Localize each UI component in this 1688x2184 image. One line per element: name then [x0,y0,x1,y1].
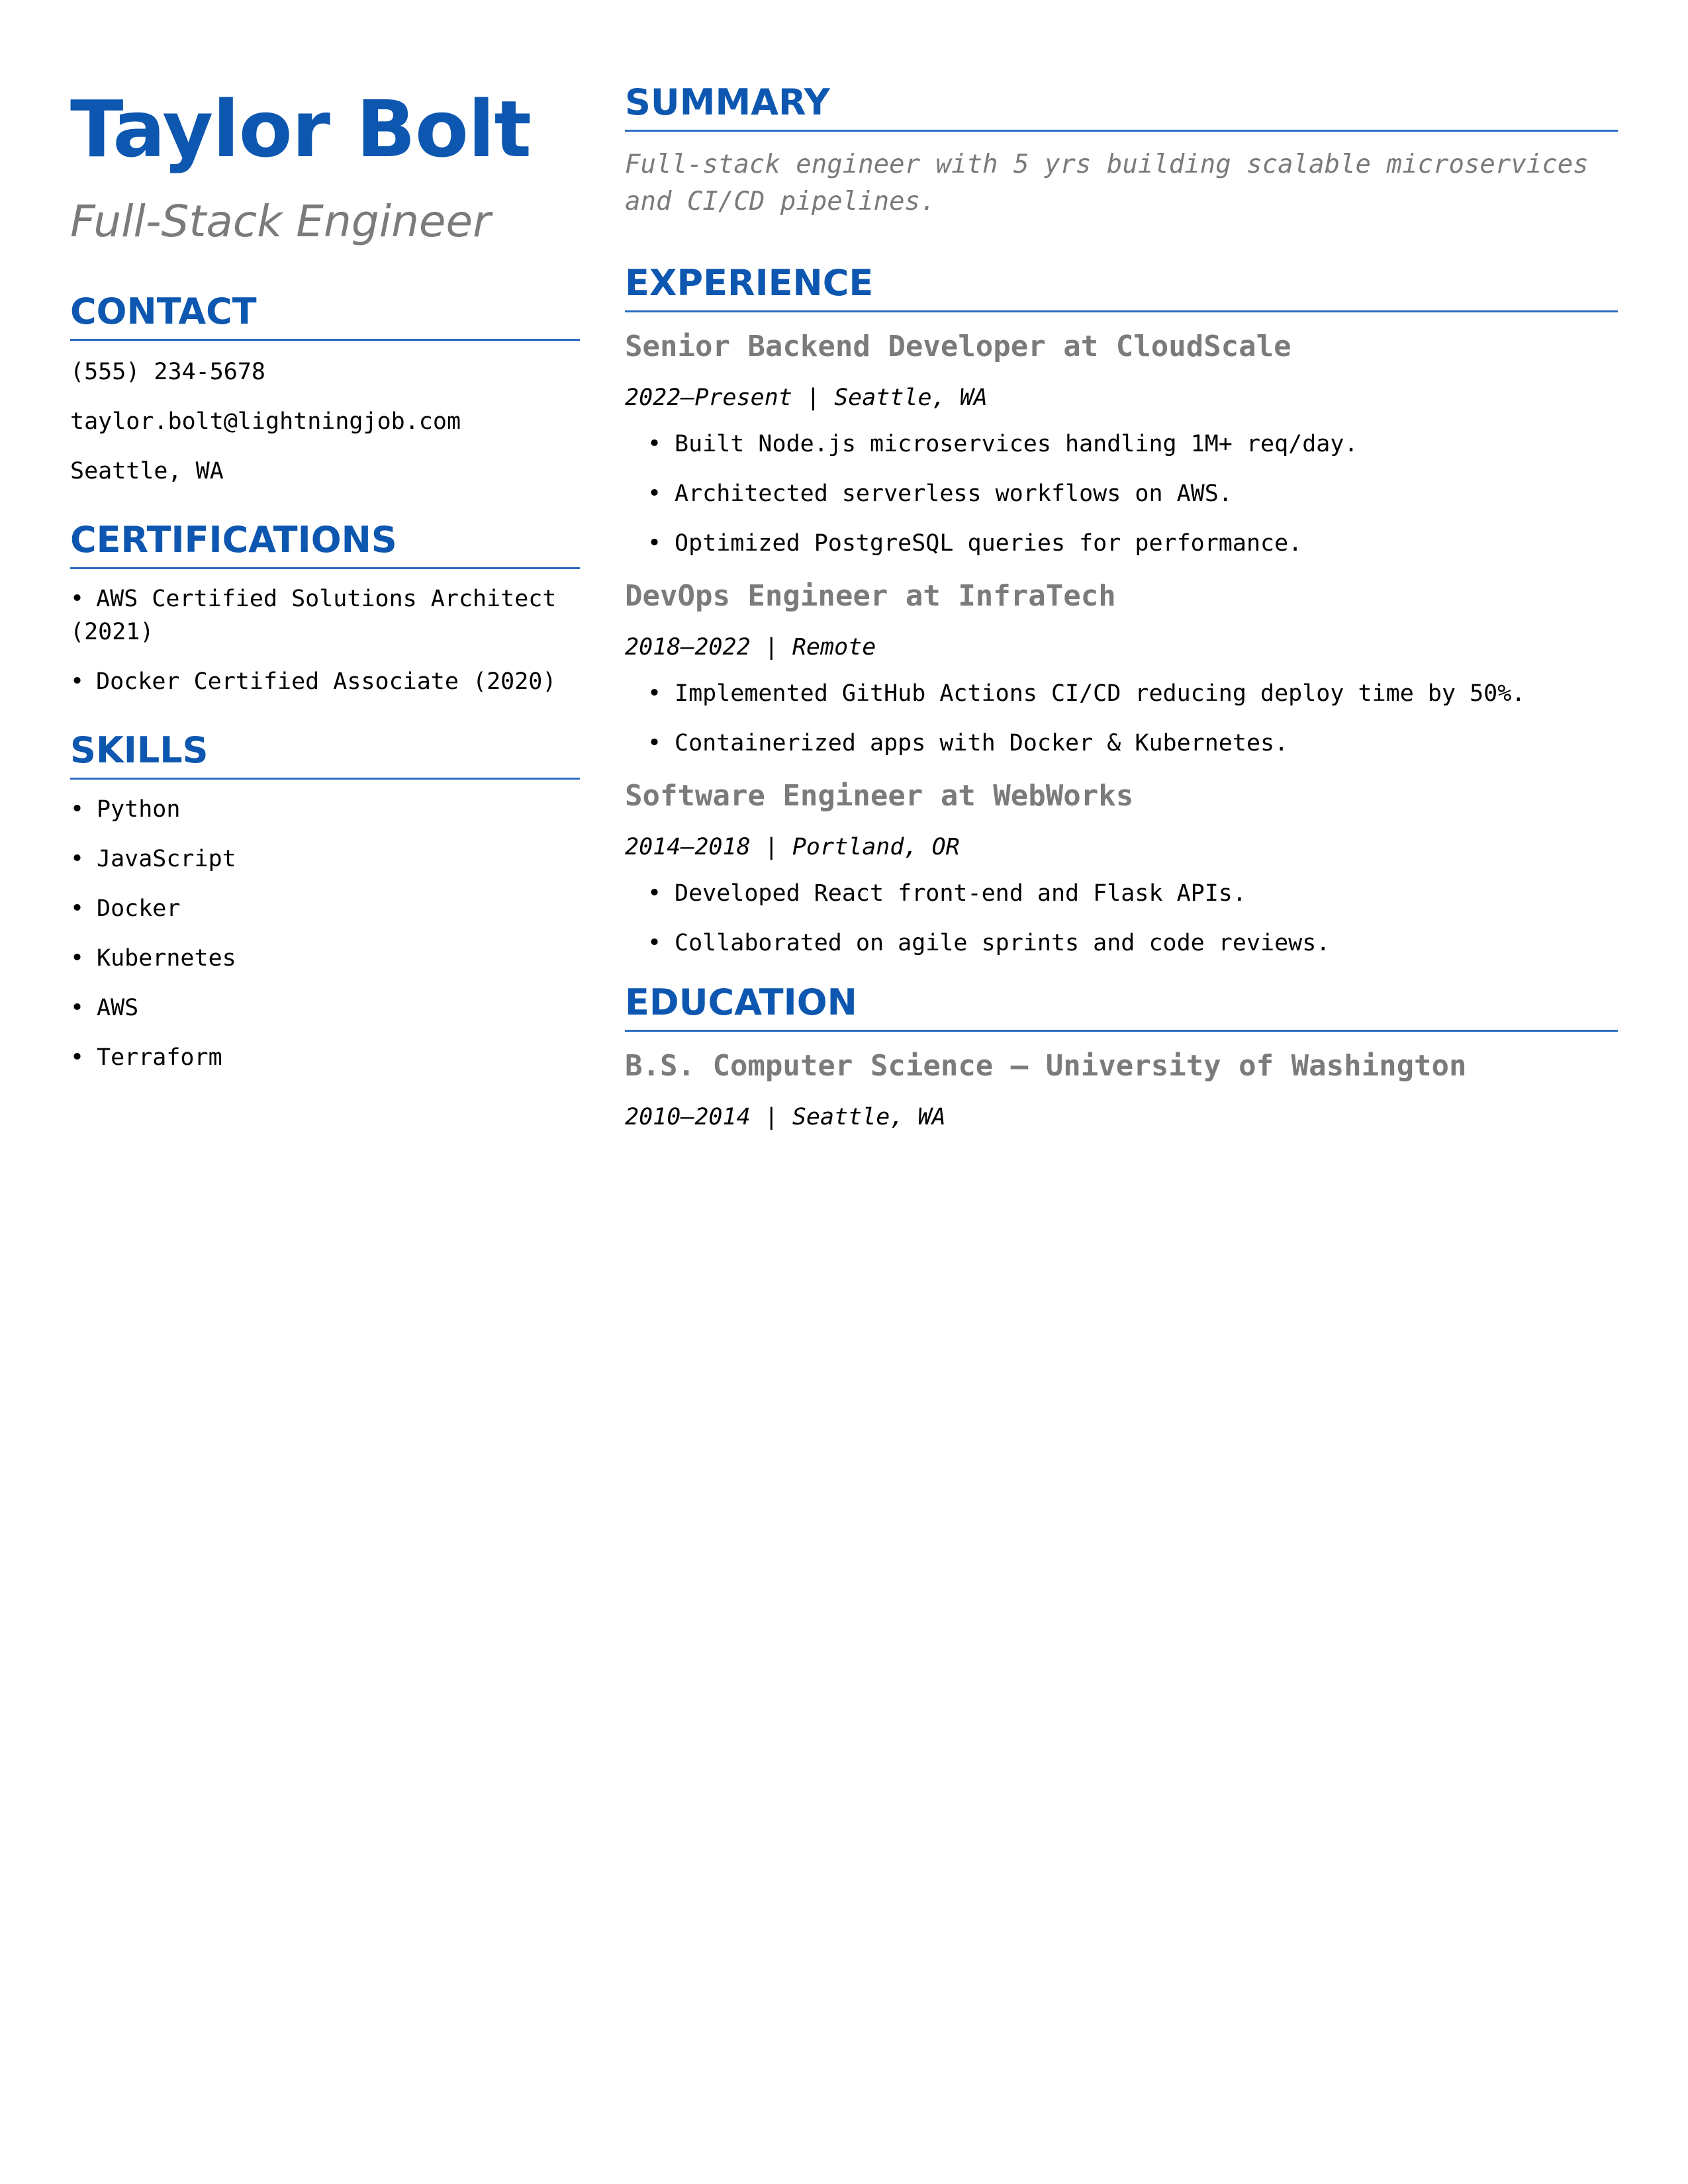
job-bullets [625,428,1618,560]
job-bullet: • Built Node.js microservices handling 1M+ req/day. [625,428,1618,461]
skill-item: • Kubernetes [70,942,580,975]
job-meta: 2018–2022 | Remote [625,634,876,660]
job-role: Senior Backend Developer at CloudScale [625,330,1291,363]
candidate-title: Full-Stack Engineer [70,196,491,247]
job-entry [625,576,1618,760]
job-bullets [625,677,1618,760]
education-degree: B.S. Computer Science – University of Washington [625,1049,1467,1083]
summary-text: Full-stack engineer with 5 yrs building scalable microservices and CI/CD pipelines. [625,150,1589,216]
job-bullet: • Implemented GitHub Actions CI/CD reducing deploy time by 50%. [625,677,1618,710]
job-bullet: • Architected serverless workflows on AWS. [625,477,1618,510]
contact-list [70,355,580,488]
contact-heading: CONTACT [70,289,580,341]
certifications-heading: CERTIFICATIONS [70,517,580,569]
job-role: Software Engineer at WebWorks [625,779,1134,813]
contact-phone: (555) 234-5678 [70,359,266,385]
certification-item: • AWS Certified Solutions Architect (2021) [70,582,580,649]
job-bullets [625,877,1618,960]
contact-location: Seattle, WA [70,458,224,484]
skills-list [70,793,580,1074]
job-bullet: • Optimized PostgreSQL queries for performance. [625,527,1618,560]
skill-item: • JavaScript [70,842,580,876]
job-meta: 2014–2018 | Portland, OR [625,834,960,860]
job-meta: 2022–Present | Seattle, WA [625,385,988,411]
job-bullet: • Developed React front-end and Flask APIs. [625,877,1618,910]
certification-item: • Docker Certified Associate (2020) [70,665,580,698]
candidate-name: Taylor Bolt [70,83,531,175]
education-heading: EDUCATION [625,979,1618,1032]
experience-heading: EXPERIENCE [625,260,1618,312]
contact-email: taylor.bolt@lightningjob.com [70,408,461,435]
job-bullet: • Containerized apps with Docker & Kubernetes. [625,727,1618,760]
skill-item: • AWS [70,991,580,1024]
job-entry [625,776,1618,960]
skills-heading: SKILLS [70,727,580,780]
job-role: DevOps Engineer at InfraTech [625,579,1116,613]
job-bullet: • Collaborated on agile sprints and code reviews. [625,927,1618,960]
summary-heading: SUMMARY [625,79,1618,132]
skill-item: • Python [70,793,580,826]
skill-item: • Docker [70,892,580,925]
education-meta: 2010–2014 | Seattle, WA [625,1104,946,1130]
skill-item: • Terraform [70,1041,580,1074]
sidebar-column [70,79,580,1091]
job-entry [625,327,1618,560]
certifications-list [70,582,580,698]
main-column [625,79,1618,1134]
